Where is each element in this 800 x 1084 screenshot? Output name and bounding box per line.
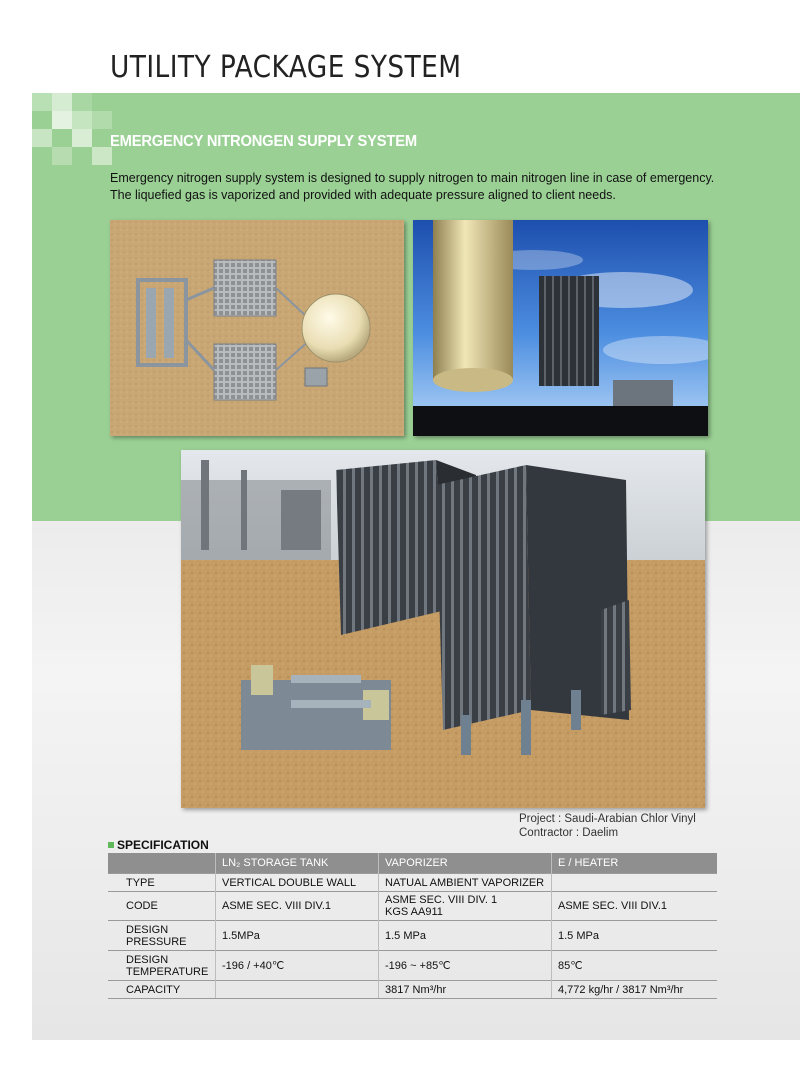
row-label-line-2: PRESSURE: [126, 935, 187, 948]
table-row-design-pressure: [108, 921, 717, 951]
column-header-vaporizer: VAPORIZER: [379, 853, 552, 874]
vaporizer-value: NATUAL AMBIENT VAPORIZER: [379, 874, 552, 892]
row-label: [108, 921, 216, 951]
intro-line-1: Emergency nitrogen supply system is designed to supply nitrogen to main nitrogen line in case of emergency.: [110, 171, 715, 185]
vaporizer-code-line-2: KGS AA911: [385, 906, 443, 918]
vaporizer-code-line-1: ASME SEC. VIII DIV. 1: [385, 894, 498, 906]
page-title: UTILITY PACKAGE SYSTEM: [110, 50, 462, 85]
project-caption: [519, 812, 696, 840]
column-header-storage-tank: LN₂ STORAGE TANK: [216, 853, 379, 874]
table-row-capacity: [108, 981, 717, 999]
vaporizer-value: [379, 892, 552, 921]
table-row-code: [108, 892, 717, 921]
intro-text: [110, 170, 750, 204]
tank-value: 1.5MPa: [216, 921, 379, 951]
specification-table: [108, 853, 717, 999]
checker-decoration: [32, 93, 112, 168]
table-row-design-temperature: [108, 951, 717, 981]
heater-value: 4,772 kg/hr / 3817 Nm³/hr: [552, 981, 718, 999]
row-label: CODE: [108, 892, 216, 921]
table-row-type: [108, 874, 717, 892]
column-header-heater: E / HEATER: [552, 853, 718, 874]
heater-value: 85℃: [552, 951, 718, 981]
intro-line-2: The liquefied gas is vaporized and provided with adequate pressure aligned to client needs.: [110, 188, 616, 202]
row-label-line-2: TEMPERATURE: [126, 965, 209, 978]
vaporizer-value: 3817 Nm³/hr: [379, 981, 552, 999]
heater-value: ASME SEC. VIII DIV.1: [552, 892, 718, 921]
specification-heading-text: SPECIFICATION: [117, 838, 209, 852]
heater-value: 1.5 MPa: [552, 921, 718, 951]
tank-value: ASME SEC. VIII DIV.1: [216, 892, 379, 921]
row-label: [108, 951, 216, 981]
plan-view-image: [110, 220, 404, 436]
vaporizer-value: -196 ~ +85℃: [379, 951, 552, 981]
heater-value: [552, 874, 718, 892]
square-bullet-icon: [108, 842, 114, 848]
contractor-line: Contractor : Daelim: [519, 827, 619, 839]
project-line: Project : Saudi-Arabian Chlor Vinyl: [519, 813, 696, 825]
tank-value: -196 / +40℃: [216, 951, 379, 981]
specification-heading: [108, 838, 209, 852]
column-header-empty: [108, 853, 216, 874]
section-heading: EMERGENCY NITRONGEN SUPPLY SYSTEM: [110, 133, 417, 150]
table-header-row: [108, 853, 717, 874]
row-label-line-1: DESIGN: [126, 923, 169, 936]
row-label: CAPACITY: [108, 981, 216, 999]
vaporizer-value: 1.5 MPa: [379, 921, 552, 951]
row-label: TYPE: [108, 874, 216, 892]
tank-value: VERTICAL DOUBLE WALL: [216, 874, 379, 892]
vaporizer-3d-render-image: [181, 450, 705, 808]
row-label-line-1: DESIGN: [126, 953, 169, 966]
vaporizer-sky-image: [413, 220, 708, 436]
tank-value: [216, 981, 379, 999]
